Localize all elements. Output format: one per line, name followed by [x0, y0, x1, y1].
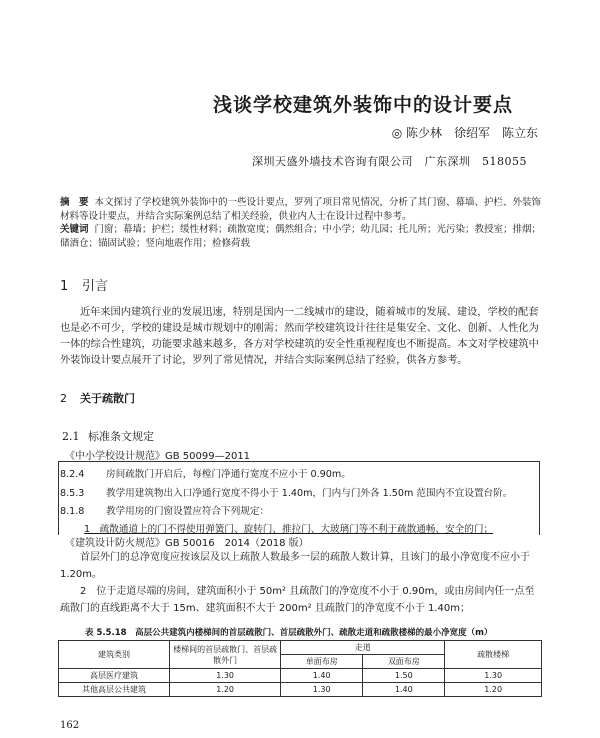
- section-2-number: 2: [60, 392, 67, 405]
- header-double: 双面布房: [363, 655, 445, 669]
- abstract-block: [60, 196, 544, 250]
- fire-code-paragraphs: [60, 549, 544, 617]
- table-row: [59, 669, 542, 683]
- header-single: 单面布房: [281, 655, 363, 669]
- cell-double: 1.50: [363, 669, 445, 683]
- cell-single: 1.30: [281, 683, 363, 697]
- subsection-2-1-heading: [62, 428, 154, 444]
- standard-gb50016: 《建筑设计防火规范》GB 50016 2014（2018 版）: [65, 538, 309, 549]
- clause-8-2-4: [60, 466, 351, 480]
- abstract-label: 摘 要: [60, 197, 89, 208]
- clause-code: 8.1.8: [60, 506, 85, 517]
- clause-8-5-3: [60, 485, 512, 499]
- paper-title: 浅谈学校建筑外装饰中的设计要点: [213, 94, 514, 116]
- table-row: [59, 683, 542, 697]
- clause-text: 教学用房的门窗设置应符合下列规定：: [106, 506, 270, 517]
- table-header-row: [59, 641, 542, 655]
- cell-door: 1.20: [170, 683, 281, 697]
- affiliation: 深圳天盛外墙技术咨询有限公司 广东深圳 518055: [252, 155, 527, 168]
- keywords: [60, 223, 544, 250]
- authors: ◎ 陈少林 徐绍军 陈立东: [391, 126, 538, 140]
- section-1-heading: [60, 275, 108, 294]
- header-door: 楼梯间的首层疏散门、首层疏散外门: [170, 641, 281, 669]
- cell-name: 高层医疗建筑: [59, 669, 170, 683]
- table-caption: 表 5.5.18 高层公共建筑内楼梯间的首层疏散门、首层疏散外门、疏散走道和疏散楼梯的最小净宽度（m）: [85, 628, 493, 638]
- cell-single: 1.40: [281, 669, 363, 683]
- cell-stairs: 1.20: [445, 683, 542, 697]
- section-2-heading: [60, 390, 135, 406]
- standard-gb50099: 《中小学校设计规范》GB 50099—2011: [65, 451, 251, 462]
- fire-paragraph-1: 首层外门的总净宽度应按该层及以上疏散人数最多一层的疏散人数计算，且该门的最小净宽度不应小于 1.20m。: [60, 552, 530, 580]
- section-2-title: 关于疏散门: [80, 392, 135, 405]
- abstract: [60, 196, 544, 223]
- clause-code: 8.5.3: [60, 488, 85, 499]
- clause-item-1: 1 疏散通道上的门不得使用弹簧门、旋转门、推拉门、大玻璃门等不利于疏散通畅、安全的门；: [84, 524, 494, 535]
- clause-code: 8.2.4: [60, 469, 85, 480]
- abstract-text: 本文探讨了学校建筑外装饰中的一些设计要点，罗列了项目常见情况，分析了其门窗、幕墙、护栏、外装饰材料等设计要点，并结合实际案例总结了相关经验，供业内人士在设计过程中参考。: [60, 197, 542, 222]
- header-corridor: 走道: [281, 641, 445, 655]
- page-number: 162: [60, 720, 80, 731]
- clause-text: 房间疏散门开启后，每樘门净通行宽度不应小于 0.90m。: [106, 469, 351, 480]
- keywords-text: 门窗；幕墙；护栏；缓性材料；疏散宽度；偶然组合；中小学；幼儿园；托儿所；光污染；教授室；排烟；储酒仓；锚固试验；竖向地震作用；检修荷载: [60, 224, 542, 249]
- header-stairs: 疏散楼梯: [445, 641, 542, 669]
- cell-double: 1.40: [363, 683, 445, 697]
- cell-door: 1.30: [170, 669, 281, 683]
- fire-paragraph-2: 2 位于走道尽端的房间，建筑面积小于 50m² 且疏散门的净宽度不小于 0.90m，或由房间内任一点至疏散门的直线距离不大于 15m、建筑面积不大于 200m² 且疏散门的净宽度不小于 1.40m；: [60, 586, 535, 614]
- subsection-2-1-number: 2.1: [62, 430, 80, 443]
- cell-name: 其他高层公共建筑: [59, 683, 170, 697]
- subsection-2-1-title: 标准条文规定: [88, 430, 154, 443]
- intro-paragraph: 近年来国内建筑行业的发展迅速，特别是国内一二线城市的建设，随着城市的发展、建设，学校的配套也是必不可少，学校的建设是城市规划中的刚需；然而学校建筑设计往往是集安全、文化、创新、人性化为一体的综合性建筑，功能要求越来越多，各方对学校建筑的安全性重视程度也不断提高。本文对学校建筑中外装饰设计要点展开了讨论，罗列了常见情况，并结合实际案例总结了经验，供各方参考。: [60, 307, 539, 366]
- width-table: [58, 640, 542, 697]
- keywords-label: 关键词: [60, 224, 89, 235]
- header-category: 建筑类别: [59, 641, 170, 669]
- clause-text: 教学用建筑物出入口净通行宽度不得小于 1.40m，门内与门外各 1.50m 范围内不宜设置台阶。: [106, 488, 513, 499]
- section-1-number: 1: [60, 279, 69, 294]
- section-1-title: 引言: [82, 279, 109, 294]
- clause-8-1-8: [60, 503, 269, 517]
- cell-stairs: 1.30: [445, 669, 542, 683]
